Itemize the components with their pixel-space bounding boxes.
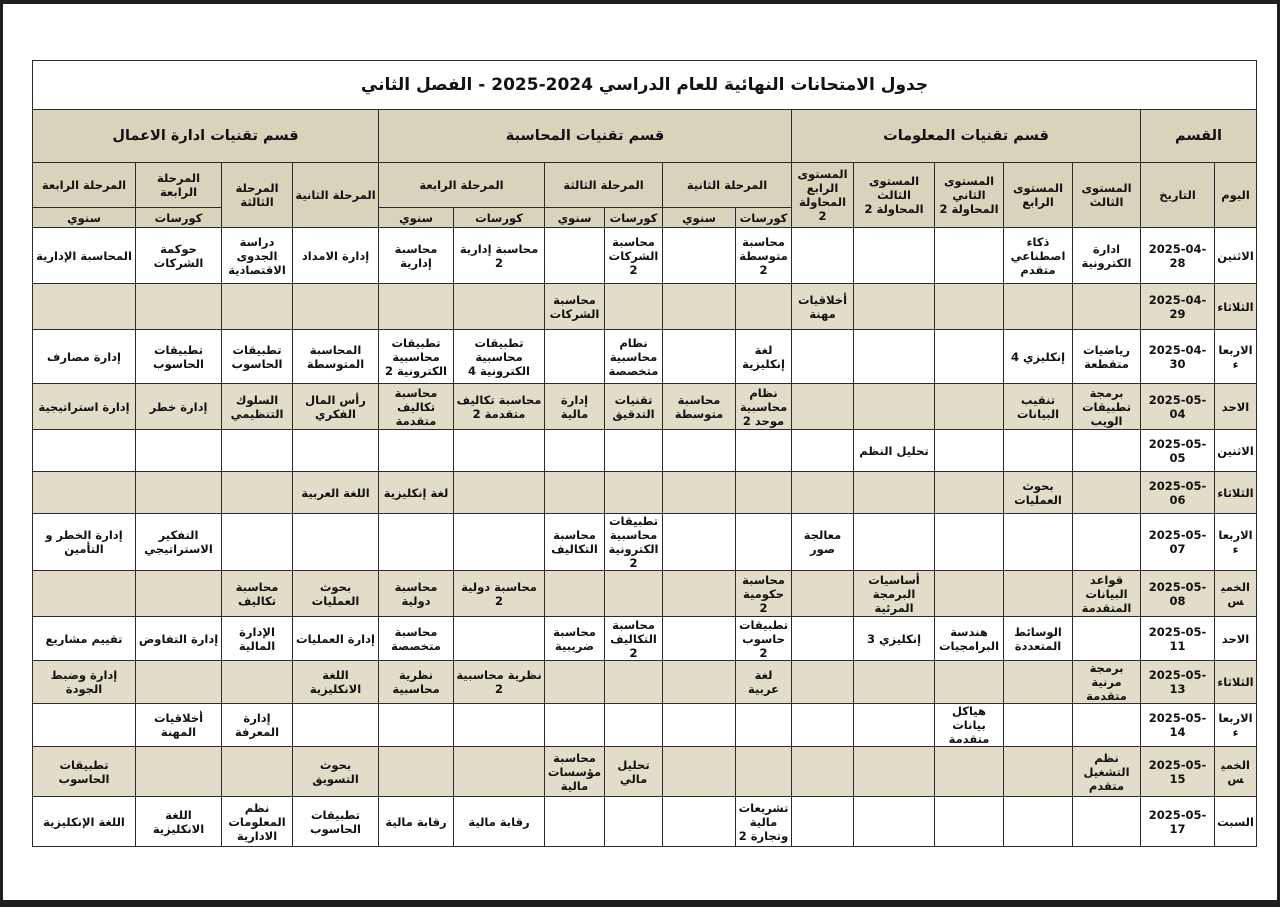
exam-cell: تشريعات مالية وتجارة 2 [736, 797, 792, 847]
exam-cell: أخلاقيات المهنة [136, 704, 222, 747]
exam-cell: إدارة وضبط الجودة [33, 661, 136, 704]
exam-cell [293, 284, 379, 330]
exam-cell [1073, 797, 1141, 847]
exam-cell [854, 284, 935, 330]
exam-schedule-table [32, 60, 1257, 847]
exam-cell [379, 284, 454, 330]
date-cell: 2025-05-15 [1141, 747, 1215, 797]
exam-cell [1073, 617, 1141, 661]
exam-cell: إدارة الخطر و التأمين [33, 514, 136, 571]
date-cell: 2025-05-04 [1141, 384, 1215, 430]
table-row [33, 330, 1257, 384]
exam-cell [663, 661, 736, 704]
date-cell: 2025-05-11 [1141, 617, 1215, 661]
exam-cell [1004, 661, 1073, 704]
exam-cell [545, 661, 605, 704]
day-cell: الخميس [1215, 571, 1257, 617]
exam-cell: رياضيات متقطعة [1073, 330, 1141, 384]
exam-cell [293, 430, 379, 472]
exam-cell [792, 704, 854, 747]
exam-cell [379, 430, 454, 472]
exam-cell: معالجة صور [792, 514, 854, 571]
exam-cell [222, 430, 293, 472]
exam-cell [792, 472, 854, 514]
exam-cell [454, 704, 545, 747]
exam-cell [663, 571, 736, 617]
it-level-3-header: المستوى الثالث [1073, 163, 1141, 228]
exam-cell: إدارة التفاوض [136, 617, 222, 661]
exam-cell: محاسبة متوسطة 2 [736, 228, 792, 284]
exam-cell [792, 747, 854, 797]
table-row [33, 797, 1257, 847]
exam-cell: محاسبة دولية 2 [454, 571, 545, 617]
exam-cell: نظم التشغيل متقدم [1073, 747, 1141, 797]
date-cell: 2025-05-06 [1141, 472, 1215, 514]
exam-cell [663, 330, 736, 384]
exam-cell [792, 661, 854, 704]
exam-cell [854, 747, 935, 797]
date-cell: 2025-05-08 [1141, 571, 1215, 617]
exam-cell: محاسبة إدارية 2 [454, 228, 545, 284]
exam-cell [736, 472, 792, 514]
exam-cell: لغة إنكليزية [379, 472, 454, 514]
bus-stage-4-annual: سنوي [33, 208, 136, 228]
bus-stage-4-courses: كورسات [136, 208, 222, 228]
exam-cell [1073, 704, 1141, 747]
date-cell: 2025-04-29 [1141, 284, 1215, 330]
exam-cell: نظام محاسبية موحد 2 [736, 384, 792, 430]
exam-cell [935, 571, 1004, 617]
department-business: قسم تقنيات ادارة الاعمال [33, 110, 379, 163]
exam-cell [935, 797, 1004, 847]
exam-cell [1004, 514, 1073, 571]
exam-cell: إدارة الامداد [293, 228, 379, 284]
exam-cell: رأس المال الفكري [293, 384, 379, 430]
exam-cell [33, 284, 136, 330]
exam-cell [222, 472, 293, 514]
table-row [33, 228, 1257, 284]
exam-cell: محاسبة تكاليف متقدمة 2 [454, 384, 545, 430]
acc-stage-2-annual: سنوي [663, 208, 736, 228]
date-cell: 2025-04-28 [1141, 228, 1215, 284]
exam-cell [605, 704, 663, 747]
schedule-body [33, 228, 1257, 847]
date-cell: 2025-04-30 [1141, 330, 1215, 384]
exam-cell: تنقيب البيانات [1004, 384, 1073, 430]
exam-cell [736, 704, 792, 747]
exam-cell [663, 430, 736, 472]
day-cell: الاحد [1215, 617, 1257, 661]
exam-cell [663, 228, 736, 284]
exam-cell [792, 571, 854, 617]
exam-cell [935, 747, 1004, 797]
exam-cell [854, 472, 935, 514]
acc-stage-4-courses: كورسات [454, 208, 545, 228]
exam-cell [663, 747, 736, 797]
exam-cell: أساسيات البرمجة المرئية [854, 571, 935, 617]
exam-cell [222, 661, 293, 704]
day-cell: الثلاثاء [1215, 284, 1257, 330]
day-cell: الخميس [1215, 747, 1257, 797]
exam-cell: إدارة استراتيجية [33, 384, 136, 430]
exam-cell: إدارة مالية [545, 384, 605, 430]
date-header: التاريخ [1141, 163, 1215, 228]
exam-cell: إدارة خطر [136, 384, 222, 430]
day-header: اليوم [1215, 163, 1257, 228]
exam-cell: محاسبة دولية [379, 571, 454, 617]
exam-cell: برمجة مرنية متقدمة [1073, 661, 1141, 704]
exam-cell: محاسبة متخصصة [379, 617, 454, 661]
exam-cell [379, 704, 454, 747]
exam-cell [935, 661, 1004, 704]
date-cell: 2025-05-05 [1141, 430, 1215, 472]
exam-cell: نظم المعلومات الادارية [222, 797, 293, 847]
table-row [33, 472, 1257, 514]
exam-cell [605, 284, 663, 330]
day-cell: الثلاثاء [1215, 661, 1257, 704]
exam-cell [854, 384, 935, 430]
exam-cell [379, 747, 454, 797]
exam-cell [736, 284, 792, 330]
exam-cell [1073, 472, 1141, 514]
window-frame-bottom [0, 900, 1280, 907]
exam-cell [454, 747, 545, 797]
exam-cell: اللغة العربية [293, 472, 379, 514]
table-row [33, 704, 1257, 747]
exam-cell [222, 747, 293, 797]
exam-cell [454, 472, 545, 514]
exam-cell: هندسة البرامجيات [935, 617, 1004, 661]
exam-cell: تطبيقات الحاسوب [33, 747, 136, 797]
exam-cell [545, 797, 605, 847]
exam-cell [854, 704, 935, 747]
exam-cell [792, 430, 854, 472]
table-row [33, 430, 1257, 472]
exam-cell [1004, 704, 1073, 747]
exam-cell: إنكليزي 3 [854, 617, 935, 661]
exam-cell [854, 661, 935, 704]
exam-cell [736, 514, 792, 571]
exam-cell [293, 704, 379, 747]
exam-cell [663, 514, 736, 571]
acc-stage-3-courses: كورسات [605, 208, 663, 228]
exam-cell: بحوث العمليات [293, 571, 379, 617]
table-row [33, 384, 1257, 430]
exam-cell [545, 704, 605, 747]
acc-stage-4-header: المرحلة الرابعة [379, 163, 545, 208]
exam-cell: تحليل مالي [605, 747, 663, 797]
exam-cell [736, 747, 792, 797]
exam-cell [222, 514, 293, 571]
day-cell: الاربعاء [1215, 514, 1257, 571]
exam-cell [663, 797, 736, 847]
date-cell: 2025-05-14 [1141, 704, 1215, 747]
exam-cell: إدارة مصارف [33, 330, 136, 384]
exam-cell: تطبيقات محاسبية الكترونية 2 [605, 514, 663, 571]
exam-cell: محاسبة حكومية 2 [736, 571, 792, 617]
date-cell: 2025-05-07 [1141, 514, 1215, 571]
exam-cell [33, 430, 136, 472]
exam-cell: بحوث العمليات [1004, 472, 1073, 514]
exam-schedule-sheet [32, 60, 1256, 847]
bus-stage-4-courses-header: المرحلة الرابعة [136, 163, 222, 208]
exam-cell: اللغة الانكليزية [136, 797, 222, 847]
exam-cell [1073, 514, 1141, 571]
exam-cell: ذكاء اصطناعي متقدم [1004, 228, 1073, 284]
exam-cell: محاسبة مؤسسات مالية [545, 747, 605, 797]
exam-cell [136, 747, 222, 797]
exam-cell: قواعد البيانات المتقدمة [1073, 571, 1141, 617]
exam-cell: نظام محاسبية متخصصة [605, 330, 663, 384]
exam-cell [935, 228, 1004, 284]
it-level-4-attempt2-header: المستوى الرابع المحاولة 2 [792, 163, 854, 228]
exam-cell [454, 617, 545, 661]
exam-cell [1004, 747, 1073, 797]
day-cell: الثلاثاء [1215, 472, 1257, 514]
acc-stage-3-annual: سنوي [545, 208, 605, 228]
exam-cell [293, 514, 379, 571]
exam-cell: محاسبة إدارية [379, 228, 454, 284]
exam-cell: تطبيقات الحاسوب [222, 330, 293, 384]
table-row [33, 284, 1257, 330]
exam-cell: تطبيقات حاسوب 2 [736, 617, 792, 661]
exam-cell: الوسائط المتعددة [1004, 617, 1073, 661]
exam-cell: لغة إنكليزية [736, 330, 792, 384]
date-cell: 2025-05-17 [1141, 797, 1215, 847]
exam-cell [605, 472, 663, 514]
exam-cell: محاسبة الشركات [545, 284, 605, 330]
exam-cell [605, 571, 663, 617]
exam-cell: تطبيقات محاسبية الكترونية 2 [379, 330, 454, 384]
exam-cell: تطبيقات الحاسوب [293, 797, 379, 847]
exam-cell: نظرية محاسبية [379, 661, 454, 704]
exam-cell [792, 617, 854, 661]
exam-cell [454, 284, 545, 330]
table-row [33, 617, 1257, 661]
exam-cell [935, 384, 1004, 430]
day-cell: الاربعاء [1215, 704, 1257, 747]
exam-cell [545, 330, 605, 384]
exam-cell: حوكمة الشركات [136, 228, 222, 284]
exam-cell [454, 514, 545, 571]
exam-cell: إدارة المعرفة [222, 704, 293, 747]
exam-cell [935, 430, 1004, 472]
exam-cell [663, 704, 736, 747]
it-level-2-attempt2-header: المستوى الثاني المحاولة 2 [935, 163, 1004, 228]
exam-cell [545, 571, 605, 617]
exam-cell: تقنيات التدقيق [605, 384, 663, 430]
exam-cell: اللغة الإنكليزية [33, 797, 136, 847]
exam-cell [545, 472, 605, 514]
exam-cell [854, 330, 935, 384]
department-label: القسم [1141, 110, 1257, 163]
exam-cell [33, 704, 136, 747]
page-title: جدول الامتحانات النهائية للعام الدراسي 2024-2025 - الفصل الثاني [33, 61, 1257, 110]
exam-cell [792, 228, 854, 284]
exam-cell: محاسبة متوسطة [663, 384, 736, 430]
exam-cell: دراسة الجدوى الاقتصادية [222, 228, 293, 284]
exam-cell [136, 430, 222, 472]
exam-cell [136, 661, 222, 704]
exam-cell: اللغة الانكليزية [293, 661, 379, 704]
exam-cell: المحاسبة الإدارية [33, 228, 136, 284]
exam-cell [136, 472, 222, 514]
exam-cell [222, 284, 293, 330]
exam-cell [663, 617, 736, 661]
exam-cell: محاسبة ضريبية [545, 617, 605, 661]
exam-cell: إدارة العمليات [293, 617, 379, 661]
exam-cell [545, 430, 605, 472]
exam-cell [854, 228, 935, 284]
exam-cell: محاسبة تكاليف متقدمة [379, 384, 454, 430]
acc-stage-2-header: المرحلة الثانية [663, 163, 792, 208]
department-accounting: قسم تقنيات المحاسبة [379, 110, 792, 163]
acc-stage-3-header: المرحلة الثالثة [545, 163, 663, 208]
bus-stage-2-header: المرحلة الثانية [293, 163, 379, 228]
exam-cell [1073, 284, 1141, 330]
exam-cell [1073, 430, 1141, 472]
exam-cell: برمجة تطبيقات الويب [1073, 384, 1141, 430]
exam-cell [605, 661, 663, 704]
exam-cell [935, 330, 1004, 384]
exam-cell [1004, 571, 1073, 617]
exam-cell [605, 430, 663, 472]
exam-cell [545, 228, 605, 284]
exam-cell [854, 797, 935, 847]
day-cell: الاثنين [1215, 430, 1257, 472]
exam-cell: تطبيقات محاسبية الكترونية 4 [454, 330, 545, 384]
bus-stage-3-header: المرحلة الثالثة [222, 163, 293, 228]
exam-cell: السلوك التنظيمي [222, 384, 293, 430]
exam-cell: هياكل بيانات متقدمة [935, 704, 1004, 747]
window-frame-top [0, 0, 1280, 4]
exam-cell [935, 514, 1004, 571]
it-level-4-header: المستوى الرابع [1004, 163, 1073, 228]
exam-cell: رقابة مالية [454, 797, 545, 847]
exam-cell: إنكليزي 4 [1004, 330, 1073, 384]
exam-cell [605, 797, 663, 847]
exam-cell [33, 571, 136, 617]
exam-cell [454, 430, 545, 472]
exam-cell [792, 384, 854, 430]
exam-cell [792, 330, 854, 384]
exam-cell [379, 514, 454, 571]
exam-cell: التفكير الاستراتيجي [136, 514, 222, 571]
exam-cell [663, 472, 736, 514]
exam-cell [136, 284, 222, 330]
exam-cell [136, 571, 222, 617]
exam-cell: محاسبة التكاليف 2 [605, 617, 663, 661]
exam-cell: رقابة مالية [379, 797, 454, 847]
exam-cell: محاسبة التكاليف [545, 514, 605, 571]
exam-cell [1004, 430, 1073, 472]
day-cell: الاحد [1215, 384, 1257, 430]
exam-cell [854, 514, 935, 571]
exam-cell [736, 430, 792, 472]
table-row [33, 661, 1257, 704]
exam-cell: لغة عربية [736, 661, 792, 704]
exam-cell: محاسبة الشركات 2 [605, 228, 663, 284]
exam-cell: أخلاقيات مهنة [792, 284, 854, 330]
exam-cell [792, 797, 854, 847]
bus-stage-4-annual-header: المرحلة الرابعة [33, 163, 136, 208]
exam-cell: المحاسبة المتوسطة [293, 330, 379, 384]
day-cell: السبت [1215, 797, 1257, 847]
acc-stage-4-annual: سنوي [379, 208, 454, 228]
exam-cell [1004, 284, 1073, 330]
exam-cell: ادارة الكترونية [1073, 228, 1141, 284]
department-it: قسم تقنيات المعلومات [792, 110, 1141, 163]
exam-cell [663, 284, 736, 330]
exam-cell: بحوث التسويق [293, 747, 379, 797]
exam-cell: الإدارة المالية [222, 617, 293, 661]
exam-cell [935, 284, 1004, 330]
exam-cell: محاسبة تكاليف [222, 571, 293, 617]
table-row [33, 571, 1257, 617]
table-row [33, 514, 1257, 571]
exam-cell: تطبيقات الحاسوب [136, 330, 222, 384]
exam-cell: تقييم مشاريع [33, 617, 136, 661]
exam-cell: تحليل النظم [854, 430, 935, 472]
window-frame-left [0, 0, 3, 907]
acc-stage-2-courses: كورسات [736, 208, 792, 228]
date-cell: 2025-05-13 [1141, 661, 1215, 704]
exam-cell [1004, 797, 1073, 847]
day-cell: الاثنين [1215, 228, 1257, 284]
exam-cell [33, 472, 136, 514]
exam-cell [935, 472, 1004, 514]
exam-cell: نظرية محاسبية 2 [454, 661, 545, 704]
day-cell: الاربعاء [1215, 330, 1257, 384]
table-row [33, 747, 1257, 797]
it-level-3-attempt2-header: المستوى الثالث المحاولة 2 [854, 163, 935, 228]
